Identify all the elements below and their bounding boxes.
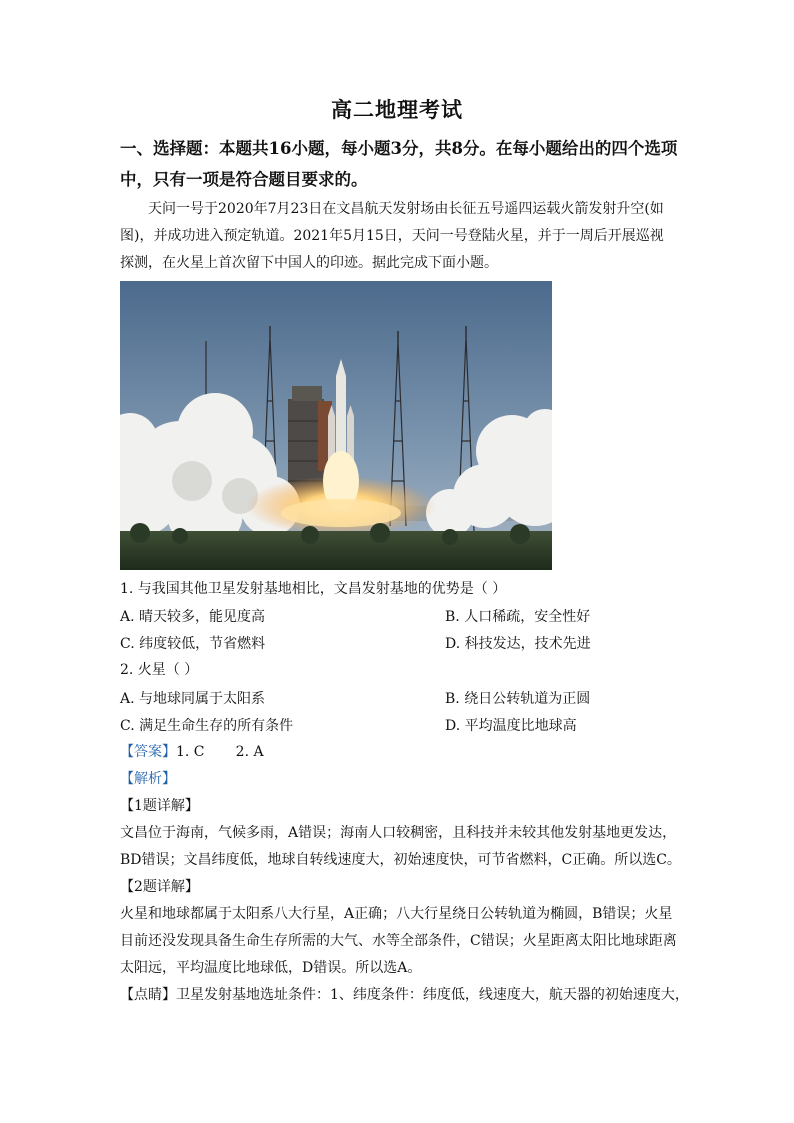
answer-line <box>120 742 264 762</box>
answer-value: 1. C 2. A <box>176 744 264 760</box>
tip-text: 卫星发射基地选址条件：1、纬度条件：纬度低，线速度大，航天器的初始速度大， <box>176 987 689 1003</box>
tip-label: 【点睛】 <box>120 987 176 1003</box>
q2-option-b: B. 绕日公转轨道为正圆 <box>445 691 591 707</box>
detail2-line1: 火星和地球都属于太阳系八大行星，A正确；八大行星绕日公转轨道为椭圆，B错误；火星 <box>120 906 673 922</box>
q2-stem: 2. 火星（ ） <box>120 662 199 678</box>
q2-option-a: A. 与地球同属于太阳系 <box>120 691 266 707</box>
rocket-launch-photo <box>120 281 552 570</box>
intro-line3: 探测，在火星上首次留下中国人的印迹。据此完成下面小题。 <box>120 255 498 271</box>
q1-option-a: A. 晴天较多，能见度高 <box>120 609 266 625</box>
section-heading-line1: 一、选择题：本题共16小题，每小题3分，共8分。在每小题给出的四个选项 <box>120 139 678 158</box>
detail2-label: 【2题详解】 <box>120 879 199 895</box>
q1-option-d: D. 科技发达，技术先进 <box>445 636 591 652</box>
q1-stem: 1. 与我国其他卫星发射基地相比，文昌发射基地的优势是（ ） <box>120 581 507 597</box>
q1-option-b: B. 人口稀疏，安全性好 <box>445 609 591 625</box>
intro-line2: 图)，并成功进入预定轨道。2021年5月15日，天问一号登陆火星，并于一周后开展巡视 <box>120 228 664 244</box>
intro-line1: 天问一号于2020年7月23日在文昌航天发射场由长征五号遥四运载火箭发射升空(如 <box>148 201 664 217</box>
q1-option-c: C. 纬度较低，节省燃料 <box>120 636 266 652</box>
detail1-line2: BD错误；文昌纬度低，地球自转线速度大，初始速度快，可节省燃料，C正确。所以选C。 <box>120 852 681 868</box>
detail2-line2: 目前还没发现具备生命生存所需的大气、水等全部条件，C错误；火星距离太阳比地球距离 <box>120 933 677 949</box>
detail1-label: 【1题详解】 <box>120 798 199 814</box>
page-title: 高二地理考试 <box>331 97 463 122</box>
tip-line <box>120 985 689 1005</box>
q2-option-d: D. 平均温度比地球高 <box>445 718 577 734</box>
analysis-label: 【解析】 <box>120 771 176 787</box>
detail2-line3: 太阳远，平均温度比地球低，D错误。所以选A。 <box>120 960 422 976</box>
section-heading-line2: 中，只有一项是符合题目要求的。 <box>120 170 368 189</box>
detail1-line1: 文昌位于海南，气候多雨，A错误；海南人口较稠密，且科技并未较其他发射基地更发达， <box>120 825 677 841</box>
answer-label: 【答案】 <box>120 744 176 760</box>
q2-option-c: C. 满足生命生存的所有条件 <box>120 718 294 734</box>
